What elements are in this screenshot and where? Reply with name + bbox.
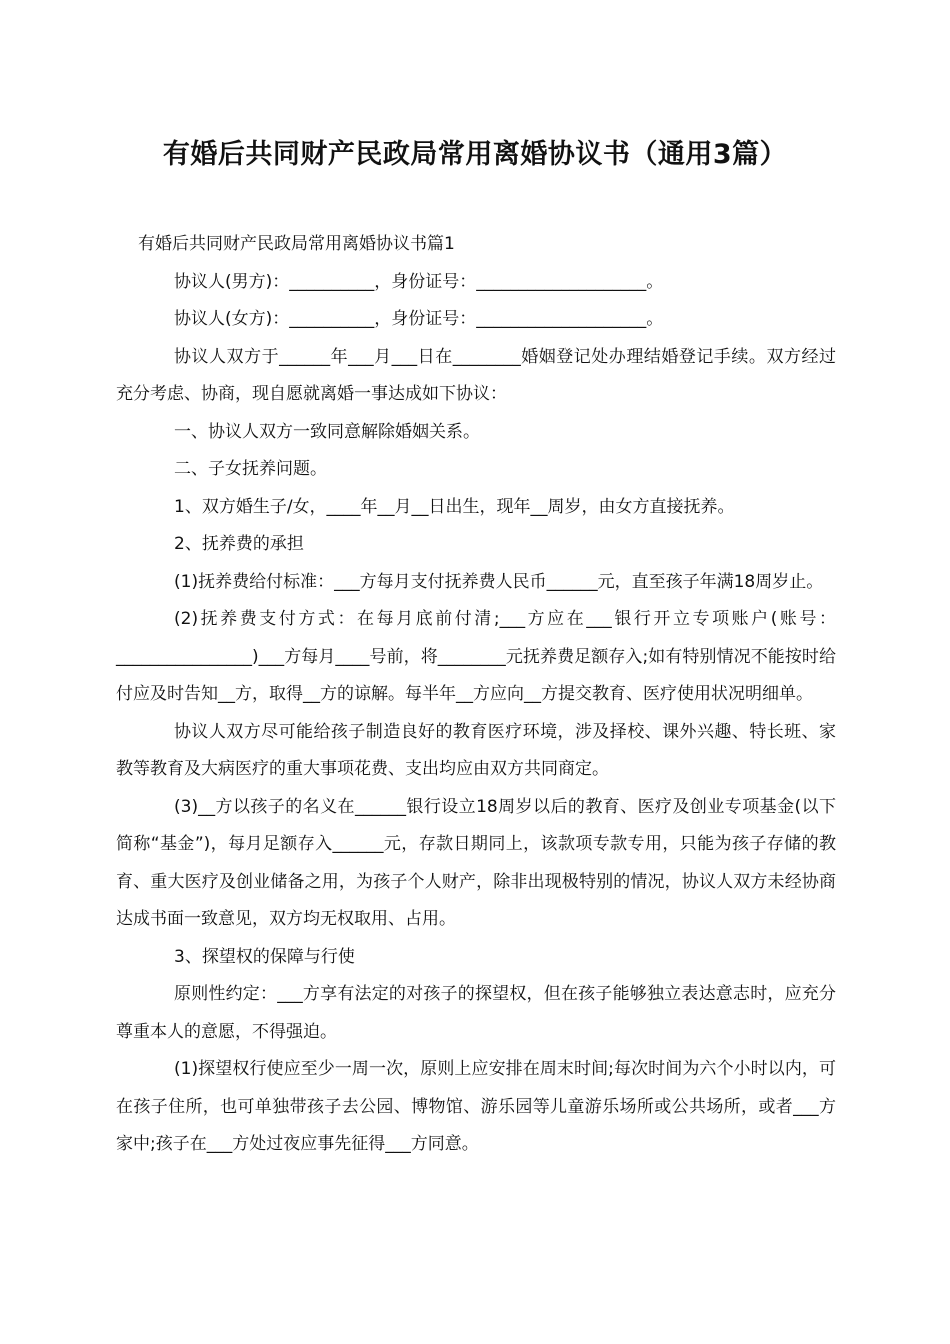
paragraph-visitation-principle: 原则性约定：___方享有法定的对孩子的探望权，但在孩子能够独立表达意志时，应充分尊重本人的意愿，不得强迫。 bbox=[116, 984, 836, 1042]
paragraph-clause-2: 二、子女抚养问题。 bbox=[174, 459, 327, 479]
paragraph-child-custody: 1、双方婚生子/女，____年__月__日出生，现年__周岁，由女方直接抚养。 bbox=[174, 496, 735, 517]
paragraph-visitation-heading: 3、探望权的保障与行使 bbox=[174, 946, 355, 967]
paragraph-support-heading: 2、抚养费的承担 bbox=[174, 534, 304, 554]
paragraph-education-medical: 协议人双方尽可能给孩子制造良好的教育医疗环境，涉及择校、课外兴趣、特长班、家教等教育及大病医疗的重大事项花费、支出均应由双方共同商定。 bbox=[116, 721, 836, 779]
paragraph-visitation-frequency: (1)探望权行使应至少一周一次，原则上应安排在周末时间;每次时间为六个小时以内，可在孩子住所，也可单独带孩子去公园、博物馆、游乐园等儿童游乐场所或公共场所，或者___方家中;孩子在___方处过夜应事先征得___方同意。 bbox=[116, 1059, 836, 1154]
paragraph-support-payment: (2)抚养费支付方式：在每月底前付清;___方应在___银行开立专项账户(账号：________________)___方每月____号前，将________元抚养费足额存入;如有特别情况不能按时给付应及时告知__方，取得__方的谅解。每半年__方应向__方提交教育、医疗使用状况明细单。 bbox=[116, 609, 836, 704]
paragraph-fund: (3)__方以孩子的名义在______银行设立18周岁以后的教育、医疗及创业专项基金(以下简称“基金”)，每月足额存入______元，存款日期同上，该款项专款专用，只能为孩子存储的教育、重大医疗及创业储备之用，为孩子个人财产，除非出现极特别的情况，协议人双方未经协商达成书面一致意见，双方均无权取用、占用。 bbox=[116, 796, 836, 929]
paragraph-support-standard: (1)抚养费给付标准：___方每月支付抚养费人民币______元，直至孩子年满18周岁止。 bbox=[174, 571, 824, 592]
document-title: 有婚后共同财产民政局常用离婚协议书（通用3篇） bbox=[162, 139, 788, 170]
paragraph-clause-1: 一、协议人双方一致同意解除婚姻关系。 bbox=[174, 421, 480, 442]
section-heading: 有婚后共同财产民政局常用离婚协议书篇1 bbox=[138, 234, 455, 254]
paragraph-female-party: 协议人(女方)：__________，身份证号：____________________。 bbox=[174, 309, 664, 329]
paragraph-male-party: 协议人(男方)：__________，身份证号：____________________。 bbox=[174, 271, 664, 292]
paragraph-marriage-registration: 协议人双方于______年___月___日在________婚姻登记处办理结婚登记手续。双方经过充分考虑、协商，现自愿就离婚一事达成如下协议： bbox=[116, 346, 836, 404]
document-body bbox=[116, 226, 836, 1164]
